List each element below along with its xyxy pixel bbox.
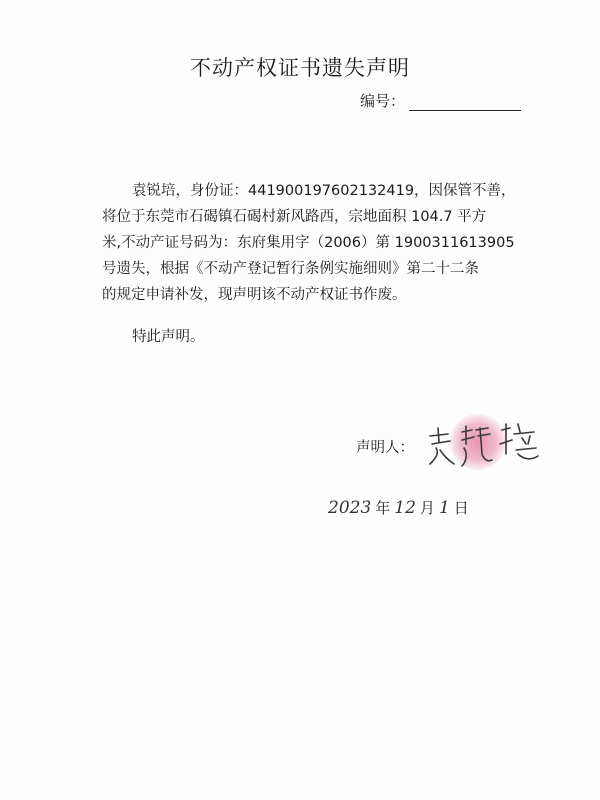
date-month: 12 xyxy=(394,498,416,518)
date-day: 1 xyxy=(438,498,450,518)
statement-line-5: 的规定申请补发，现声明该不动产权证书作废。 xyxy=(102,287,407,303)
number-label: 编号： xyxy=(360,92,406,110)
document-title: 不动产权证书遗失声明 xyxy=(190,56,410,80)
statement-line-2: 将位于东莞市石碣镇石碣村新风路西，宗地面积 104.7 平方 xyxy=(102,209,487,225)
statement-body xyxy=(102,178,552,350)
statement-line-4: 号遗失，根据《不动产登记暂行条例实施细则》第二十二条 xyxy=(102,261,479,277)
date-year-unit: 年 xyxy=(375,499,391,517)
statement-line-3: 米,不动产证号码为：东府集用字（2006）第 1900311613905 xyxy=(102,235,515,251)
handwritten-signature xyxy=(422,410,552,480)
statement-line-1: 袁锐培，身份证：441900197602132419，因保管不善， xyxy=(132,183,516,199)
date-line xyxy=(328,497,473,518)
declarant-label: 声明人： xyxy=(356,440,414,456)
number-blank-line xyxy=(409,94,521,111)
date-year: 2023 xyxy=(328,498,372,518)
closing-text: 特此声明。 xyxy=(132,329,205,345)
date-month-unit: 月 xyxy=(419,499,435,517)
number-field xyxy=(360,90,521,111)
date-day-unit: 日 xyxy=(453,499,469,517)
